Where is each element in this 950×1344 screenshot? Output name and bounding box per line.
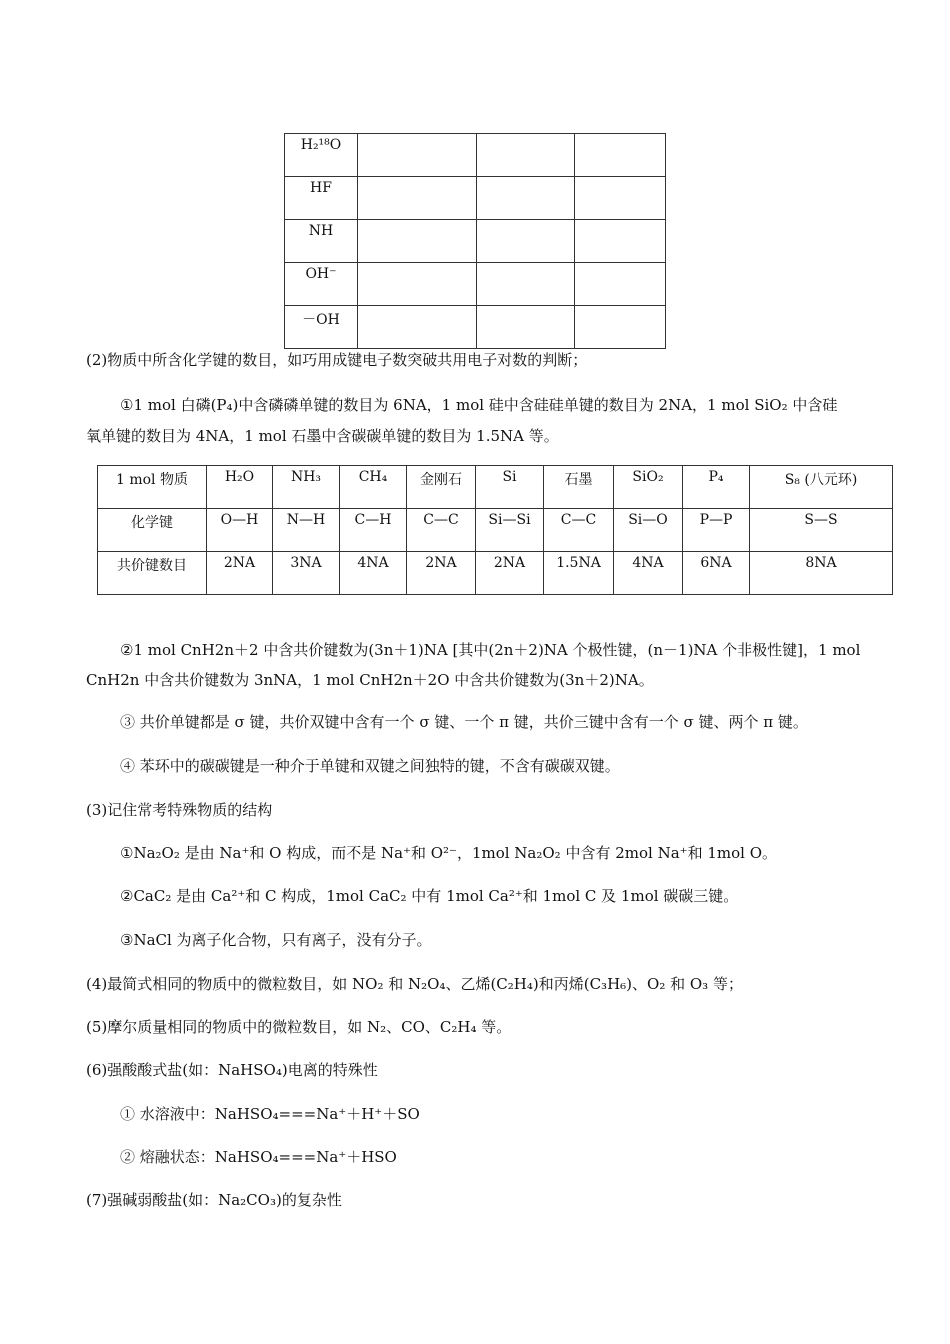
section-2-item-1-line-1: ①1 mol 白磷(P₄)中含磷磷单键的数目为 6NA，1 mol 硅中含硅硅单键的数目为 2NA，1 mol SiO₂ 中含硅 (120, 396, 838, 414)
empty-cell (575, 220, 666, 263)
table-row-count (98, 552, 893, 595)
species-cell: HF (285, 177, 358, 220)
item-3: ③ 共价单键都是 σ 键，共价双键中含有一个 σ 键、一个 π 键，共价三键中含有一个 σ 键、两个 π 键。 (120, 713, 808, 731)
section-3-heading: (3)记住常考特殊物质的结构 (86, 801, 273, 819)
substance-cell: CH₄ (340, 466, 407, 509)
item-4: ④ 苯环中的碳碳键是一种介于单键和双键之间独特的键，不含有碳碳双键。 (120, 757, 620, 775)
bond-cell: P—P (683, 509, 750, 552)
item-2-line-1: ②1 mol CnH2n＋2 中含共价键数为(3n＋1)NA [其中(2n＋2)NA 个极性键，(n－1)NA 个非极性键]，1 mol (120, 641, 861, 659)
section-6-heading: (6)强酸酸式盐(如：NaHSO₄)电离的特殊性 (86, 1061, 378, 1079)
bond-cell: Si—O (614, 509, 683, 552)
count-cell: 2NA (476, 552, 544, 595)
empty-cell (575, 263, 666, 306)
empty-cell (575, 306, 666, 349)
substance-cell: NH₃ (273, 466, 340, 509)
section-5: (5)摩尔质量相同的物质中的微粒数目，如 N₂、CO、C₂H₄ 等。 (86, 1018, 512, 1036)
bond-cell: 化学键 (98, 509, 207, 552)
species-cell: NH (285, 220, 358, 263)
empty-cell (358, 263, 477, 306)
empty-cell (358, 134, 477, 177)
section-3-item-b: ②CaC₂ 是由 Ca²⁺和 C 构成，1mol CaC₂ 中有 1mol Ca²⁺和 1mol C 及 1mol 碳碳三键。 (120, 887, 739, 905)
substance-cell: 石墨 (544, 466, 614, 509)
count-cell: 6NA (683, 552, 750, 595)
count-cell: 1.5NA (544, 552, 614, 595)
substance-cell: S₈ (八元环) (750, 466, 893, 509)
bond-cell: C—H (340, 509, 407, 552)
section-6-item-b: ② 熔融状态：NaHSO₄===Na⁺＋HSO (120, 1148, 397, 1166)
empty-cell (477, 306, 575, 349)
section-4: (4)最简式相同的物质中的微粒数目，如 NO₂ 和 N₂O₄、乙烯(C₂H₄)和丙烯(C₃H₆)、O₂ 和 O₃ 等； (86, 975, 743, 993)
bond-count-table (97, 465, 893, 595)
table-row (285, 220, 666, 263)
count-cell: 2NA (407, 552, 476, 595)
section-2-heading: (2)物质中所含化学键的数目，如巧用成键电子数突破共用电子对数的判断； (86, 351, 588, 369)
count-cell: 2NA (207, 552, 273, 595)
bond-cell: C—C (407, 509, 476, 552)
empty-cell (358, 220, 477, 263)
section-2-item-1-line-2: 氧单键的数目为 4NA，1 mol 石墨中含碳碳单键的数目为 1.5NA 等。 (86, 427, 559, 445)
bond-cell: Si—Si (476, 509, 544, 552)
species-cell: OH⁻ (285, 263, 358, 306)
count-cell: 8NA (750, 552, 893, 595)
section-7: (7)强碱弱酸盐(如：Na₂CO₃)的复杂性 (86, 1191, 342, 1209)
count-cell: 4NA (340, 552, 407, 595)
table-row-substance (98, 466, 893, 509)
empty-cell (575, 134, 666, 177)
table-row (285, 263, 666, 306)
species-cell: －OH (285, 306, 358, 349)
count-cell: 3NA (273, 552, 340, 595)
table-row (285, 177, 666, 220)
substance-cell: Si (476, 466, 544, 509)
empty-cell (358, 306, 477, 349)
substance-cell: H₂O (207, 466, 273, 509)
substance-cell: SiO₂ (614, 466, 683, 509)
table-row-bond (98, 509, 893, 552)
substance-cell: 金刚石 (407, 466, 476, 509)
substance-cell: 1 mol 物质 (98, 466, 207, 509)
empty-cell (477, 134, 575, 177)
empty-cell (575, 177, 666, 220)
bond-cell: S—S (750, 509, 893, 552)
section-3-item-c: ③NaCl 为离子化合物，只有离子，没有分子。 (120, 931, 432, 949)
table-row (285, 134, 666, 177)
item-2-line-2: CnH2n 中含共价键数为 3nNA，1 mol CnH2n＋2O 中含共价键数为(3n＋2)NA。 (86, 671, 654, 689)
table-row (285, 306, 666, 349)
count-cell: 共价键数目 (98, 552, 207, 595)
empty-cell (477, 177, 575, 220)
bond-cell: N—H (273, 509, 340, 552)
count-cell: 4NA (614, 552, 683, 595)
empty-cell (358, 177, 477, 220)
section-3-item-a: ①Na₂O₂ 是由 Na⁺和 O 构成，而不是 Na⁺和 O²⁻，1mol Na₂O₂ 中含有 2mol Na⁺和 1mol O。 (120, 844, 778, 862)
bond-cell: O—H (207, 509, 273, 552)
bond-cell: C—C (544, 509, 614, 552)
empty-cell (477, 263, 575, 306)
species-table (284, 133, 666, 349)
substance-cell: P₄ (683, 466, 750, 509)
section-6-item-a: ① 水溶液中：NaHSO₄===Na⁺＋H⁺＋SO (120, 1105, 420, 1123)
species-cell: H₂¹⁸O (285, 134, 358, 177)
empty-cell (477, 220, 575, 263)
